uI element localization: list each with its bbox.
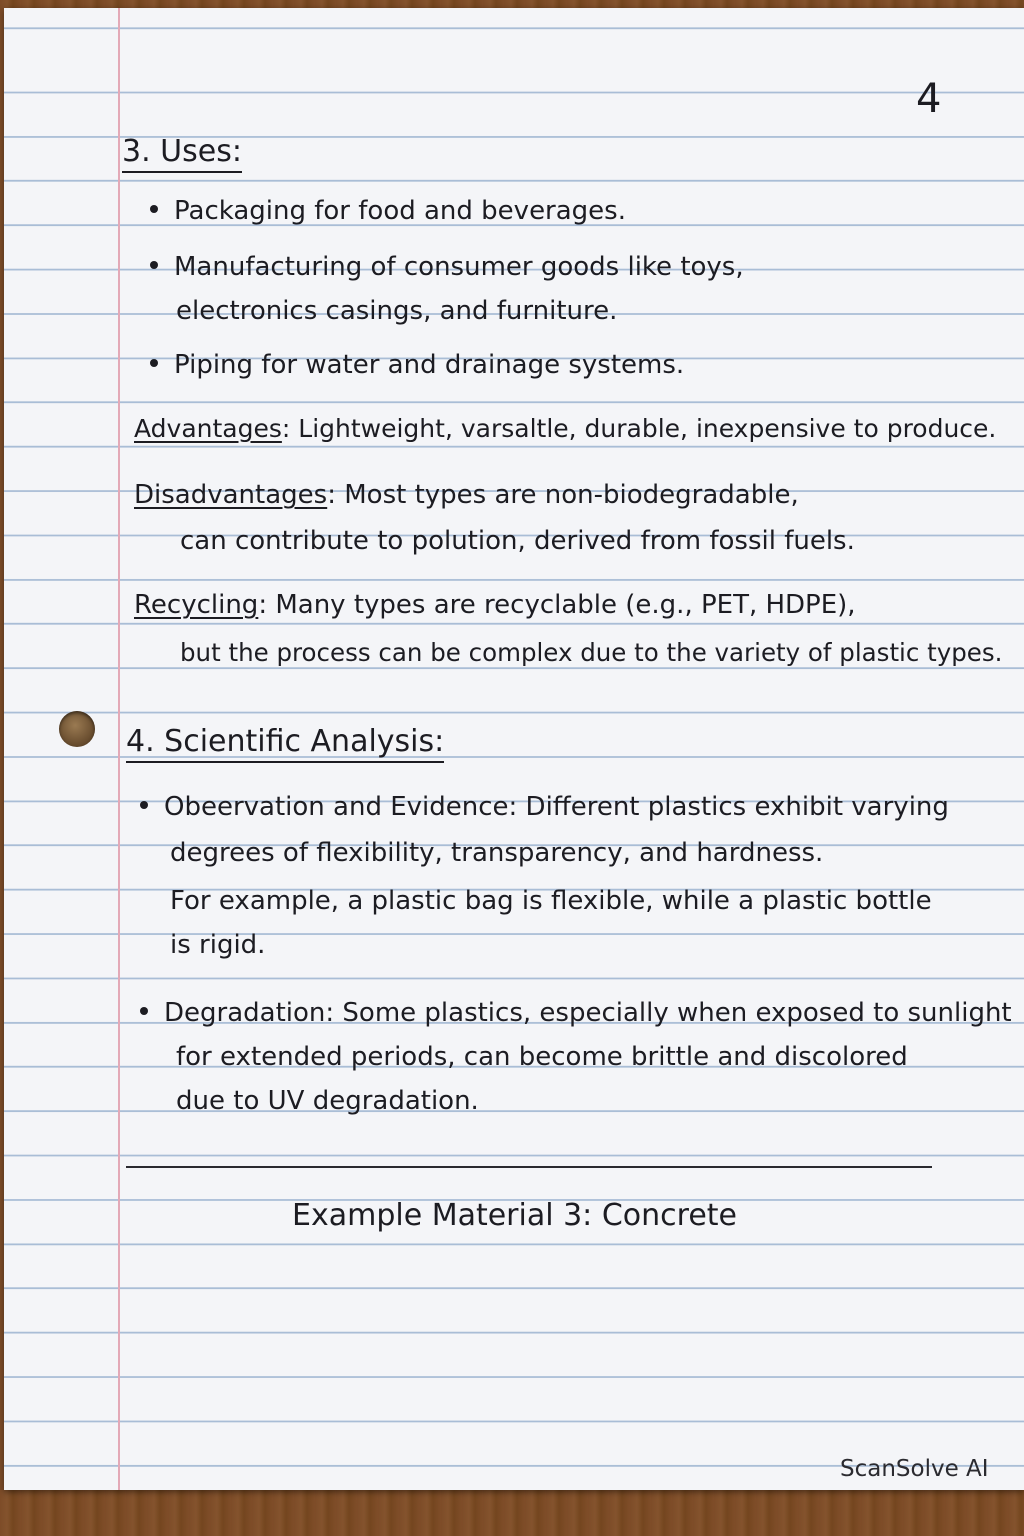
list-item-continuation: electronics casings, and furniture. — [176, 296, 618, 326]
footer-title: Example Material 3: Concrete — [292, 1198, 737, 1233]
list-item-continuation: degrees of flexibility, transparency, and hardness. — [170, 838, 824, 868]
brand-watermark: ScanSolve AI — [840, 1456, 989, 1482]
bullet-icon — [150, 205, 158, 213]
list-item — [150, 196, 626, 226]
bullet-icon — [150, 261, 158, 269]
divider — [126, 1166, 932, 1168]
disadvantages-continuation: can contribute to polution, derived from fossil fuels. — [180, 526, 855, 556]
list-item-continuation: is rigid. — [170, 930, 266, 960]
list-item-continuation: For example, a plastic bag is flexible, while a plastic bottle — [170, 886, 932, 916]
page-number: 4 — [916, 76, 942, 122]
disadvantages-label: Disadvantages — [134, 480, 328, 510]
section-4-heading: 4. Scientific Analysis: — [126, 724, 444, 763]
list-item-text: Packaging for food and beverages. — [174, 196, 626, 226]
list-item — [140, 998, 1012, 1028]
notebook-page — [4, 8, 1024, 1490]
punch-hole — [59, 711, 95, 747]
disadvantages-line — [134, 480, 799, 510]
recycling-label: Recycling — [134, 590, 259, 620]
list-item-text: Piping for water and drainage systems. — [174, 350, 685, 380]
list-item — [150, 252, 744, 282]
advantages-label: Advantages — [134, 414, 282, 443]
list-item-text: Obeervation and Evidence: Different plastics exhibit varying — [164, 792, 949, 822]
list-item — [150, 350, 684, 380]
bullet-icon — [140, 801, 148, 809]
bullet-icon — [150, 359, 158, 367]
margin-line — [118, 8, 120, 1490]
recycling-continuation: but the process can be complex due to the variety of plastic types. — [180, 638, 1003, 667]
list-item-continuation: due to UV degradation. — [176, 1086, 479, 1116]
advantages-line — [134, 414, 996, 443]
disadvantages-text: : Most types are non-biodegradable, — [327, 480, 799, 510]
list-item-text: Degradation: Some plastics, especially when exposed to sunlight — [164, 998, 1012, 1028]
recycling-line — [134, 590, 856, 620]
recycling-text: : Many types are recyclable (e.g., PET, HDPE), — [258, 590, 856, 620]
list-item — [140, 792, 949, 822]
bullet-icon — [140, 1007, 148, 1015]
list-item-continuation: for extended periods, can become brittle and discolored — [176, 1042, 908, 1072]
list-item-text: Manufacturing of consumer goods like toys, — [174, 252, 744, 282]
section-3-heading: 3. Uses: — [122, 134, 242, 173]
advantages-text: : Lightweight, varsaltle, durable, inexpensive to produce. — [281, 414, 997, 443]
